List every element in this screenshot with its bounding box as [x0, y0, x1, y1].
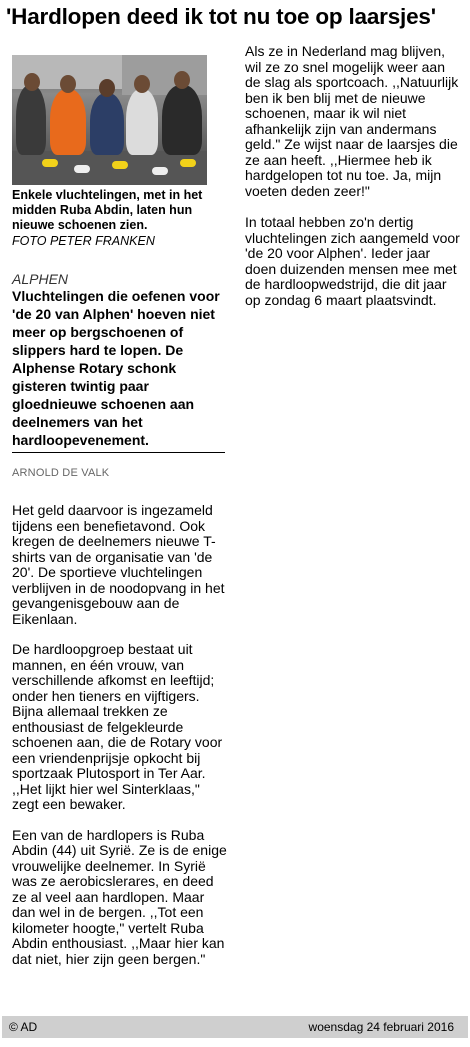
divider — [12, 452, 225, 453]
footer-date: woensdag 24 februari 2016 — [308, 1020, 454, 1034]
body-paragraph: De hardloopgroep bestaat uit mannen, en één vrouw, van verschillende afkomst en leeftijd; onder hen tieners en vijftigers. Bijna allemaal trekken ze enthousiast de felgekleurde schoenen aan, die de Rotary voor een vriendenprijsje opkocht bij sportzaak Plutosport in Ter Aar. ,,Het lijkt hier wel Sinterklaas," zegt een bewaker. — [12, 641, 223, 812]
dateline-place: ALPHEN — [12, 271, 69, 287]
body-paragraph: Een van de hardlopers is Ruba Abdin (44) uit Syrië. Ze is de enige vrouwelijke deelnemer. In Syrië was ze aerobicslerares, en deed ze al veel aan hardlopen. Maar dan wel in de bergen. ,,Tot een kilometer hoogte," vertelt Ruba Abdin enthousiast. ,,Maar hier kan dat niet, hier zijn geen bergen." — [12, 826, 227, 967]
left-column — [12, 55, 227, 982]
footer-bar — [2, 1016, 468, 1038]
photo-caption: Enkele vluchtelingen, met in het midden Ruba Abdin, laten hun nieuwe schoenen zien. — [12, 188, 203, 232]
body-paragraph: Als ze in Nederland mag blijven, wil ze zo snel mogelijk weer aan de slag als sportcoach. ,,Natuurlijk ben ik ben blij met de nieuwe schoenen, maar ik wil niet afhankelijk zijn van andermans geld." Ze wijst naar de laarsjes die ze aan heeft. ,,Hiermee heb ik hardgelopen tot nu toe. Ja, mijn voeten deden zeer!" — [245, 43, 459, 199]
headline: 'Hardlopen deed ik tot nu toe op laarsjes' — [6, 4, 436, 29]
article-photo — [12, 55, 207, 185]
body-paragraph: In totaal hebben zo'n dertig vluchtelingen zich aangemeld voor 'de 20 voor Alphen'. Ieder jaar doen duizenden mensen mee met de hardloopwedstrijd, die dit jaar op zondag 6 maart plaatsvindt. — [245, 214, 460, 308]
body-paragraph: Het geld daarvoor is ingezameld tijdens een benefietavond. Ook kregen de deelnemers nieuwe T-shirts van de organisatie van 'de 20'. De sportieve vluchtelingen verblijven in de noodopvang in het gevangenisgebouw aan de Eikenlaan. — [12, 502, 225, 627]
article-author: ARNOLD DE VALK — [12, 467, 110, 479]
article-lead: Vluchtelingen die oefenen voor 'de 20 van Alphen' hoeven niet meer op bergschoenen of slippers hard te lopen. De Alphense Rotary schonk gisteren twintig paar gloednieuwe schoenen aan deelnemers van het hardloopevenement. — [12, 288, 220, 448]
right-column — [245, 44, 463, 324]
article-body-left — [12, 503, 227, 967]
footer-source: © AD — [9, 1020, 38, 1034]
photo-credit: FOTO PETER FRANKEN — [12, 234, 155, 248]
